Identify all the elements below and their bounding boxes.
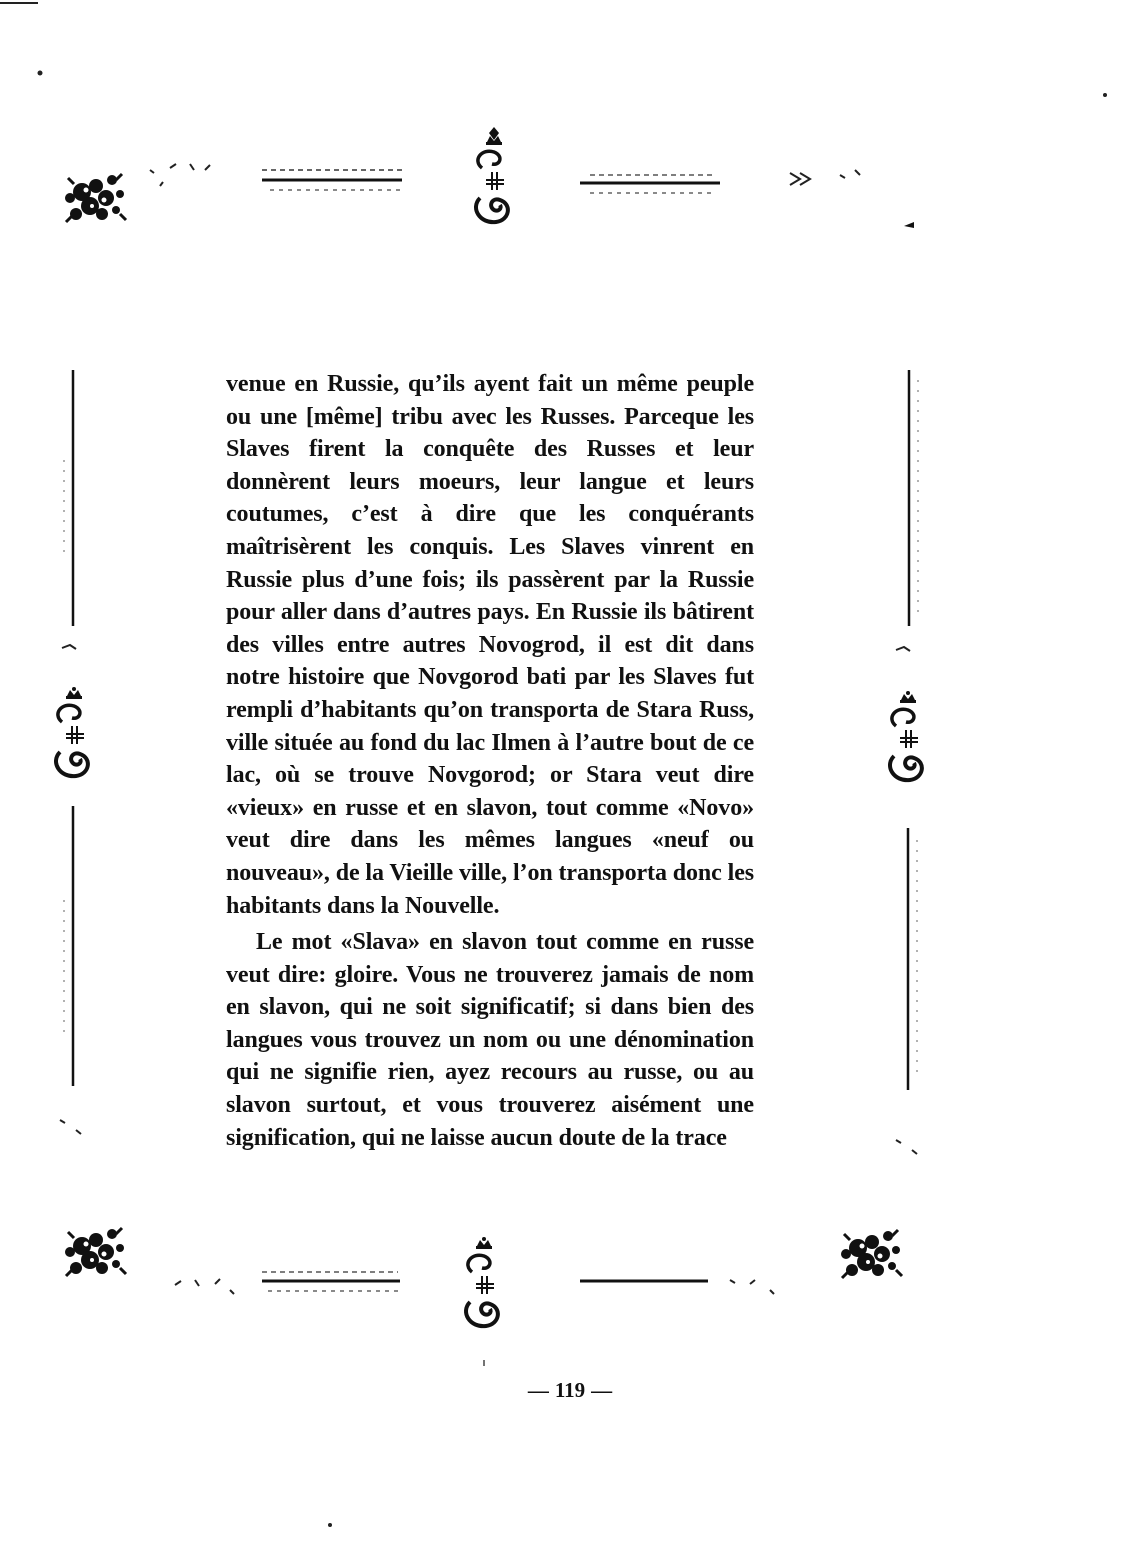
bottom-border xyxy=(175,1237,774,1366)
page-number-dash: — xyxy=(527,1378,549,1402)
right-border xyxy=(841,370,922,1278)
top-border xyxy=(65,127,914,228)
left-border xyxy=(56,370,126,1276)
page-number-value: 119 xyxy=(554,1378,586,1402)
paragraph: venue en Russie, qu’ils ayent fait un même peuple ou une [même] tribu avec les Russes. Parceque les Slaves firent la conquête des Russes et leur donnèrent leurs moeurs, leur langue et leurs coutumes, c’est à dire que les conquérants maîtrisèrent les conquis. Les Slaves vinrent en Russie plus d’une fois; ils passèrent par la Russie pour aller dans d’autres pays. En Russie ils bâtirent des villes entre autres Novogrod, il est dit dans notre histoire que Novgorod bati par les Slaves fut rempli d’habitants qu’on transporta de Stara Russ, ville située au fond du lac Ilmen à l’autre bout de ce lac, où se trouve Novgorod; or Stara veut dire «vieux» en russe et en slavon, tout comme «Novo» veut dire dans les mêmes langues «neuf ou nouveau», de la Vieille ville, l’on transporta donc les habitants dans la Nouvelle. xyxy=(226,371,754,919)
body-text xyxy=(226,368,754,1154)
paragraph: Le mot «Slava» en slavon tout comme en russe veut dire: gloire. Vous ne trouverez jamais de nom en slavon, qui ne soit significatif; si dans bien des langues vous trouvez un nom ou une dénomination qui ne signifie rien, ayez recours au russe, ou au slavon surtout, et vous trouverez aisément une signification, qui ne laisse aucun doute de la trace xyxy=(226,929,754,1151)
floral-corner-icon xyxy=(841,1230,902,1278)
page-number xyxy=(0,1378,1140,1403)
floral-corner-icon xyxy=(65,1228,126,1276)
monogram-icon xyxy=(56,687,88,776)
page-number-dash: — xyxy=(591,1378,613,1402)
monogram-icon xyxy=(476,133,508,222)
monogram-icon xyxy=(466,1237,498,1326)
monogram-icon xyxy=(890,691,922,780)
floral-corner-icon xyxy=(65,174,126,222)
